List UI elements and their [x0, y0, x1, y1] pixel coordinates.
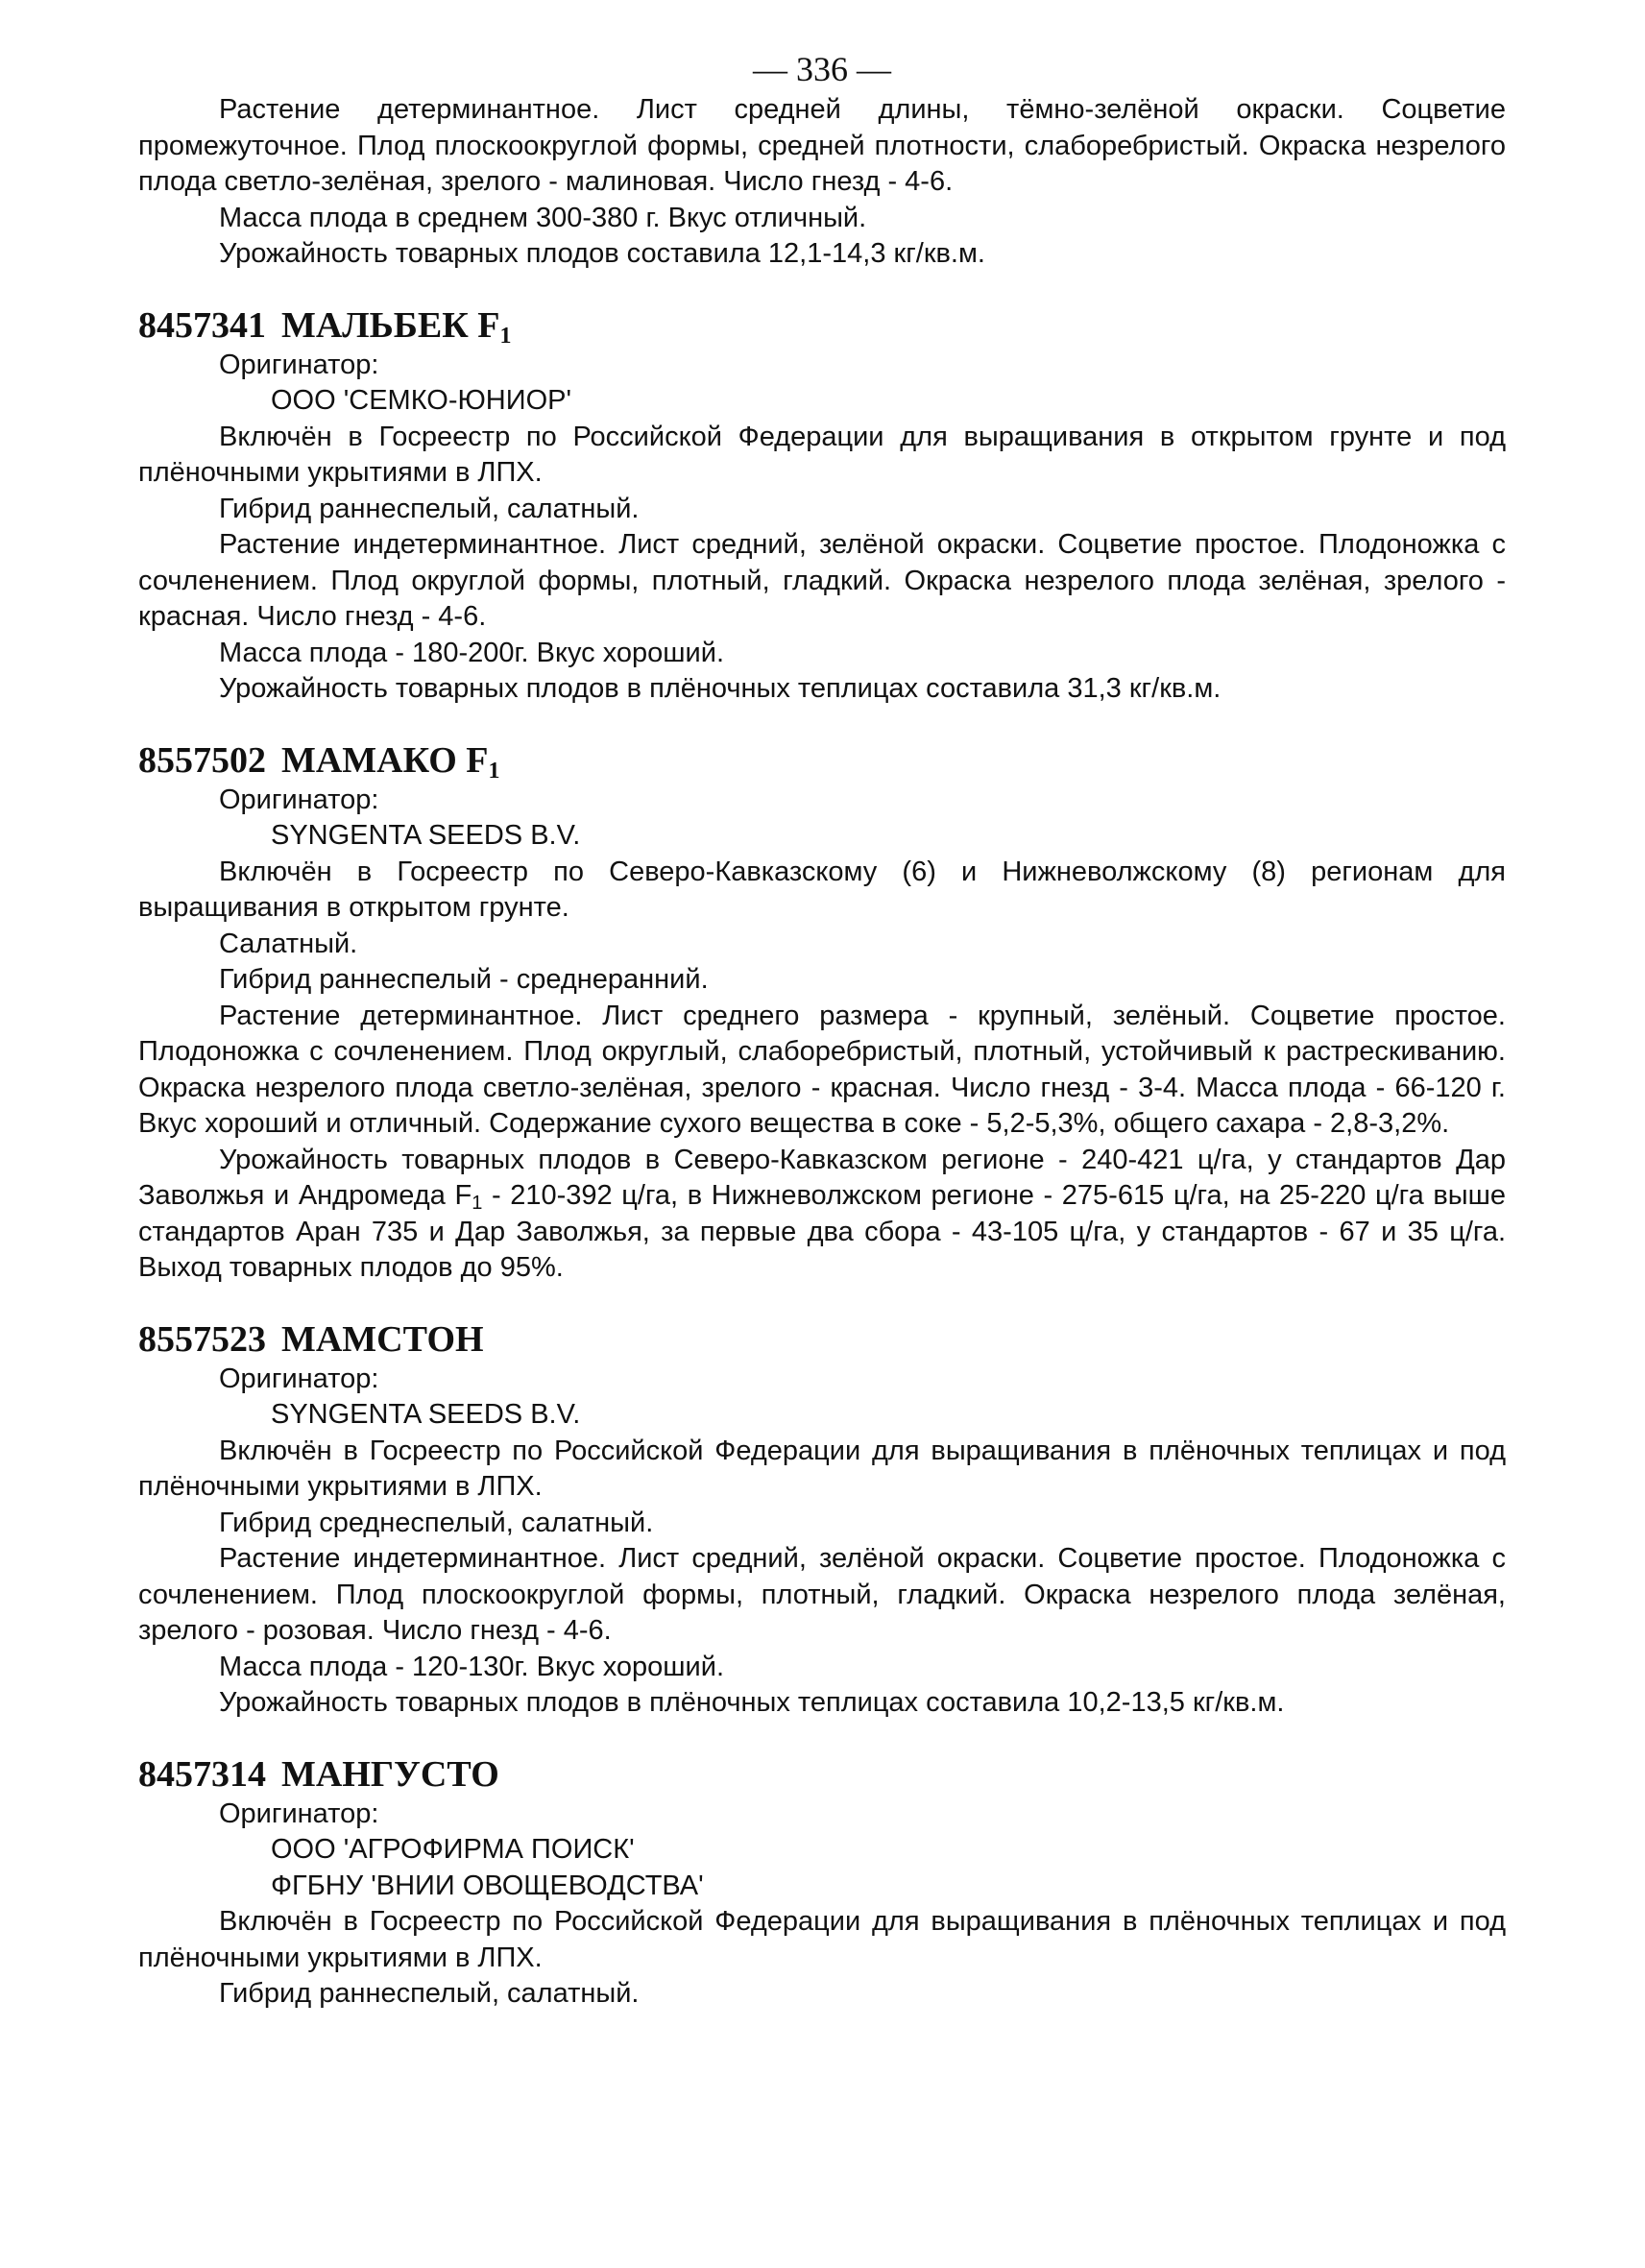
entry-malbek	[138, 303, 1506, 708]
entry-paragraph: Масса плода - 180-200г. Вкус хороший.	[219, 637, 725, 668]
entry-paragraph: Растение индетерминантное. Лист средний, зелёной окраски. Соцветие простое. Плодоножка с сочленением. Плод округлой формы, плотный, гладкий. Окраска незрелого плода зелёная, зрелого - красная. Число гнезд - 4-6.	[138, 529, 1506, 632]
entry-heading	[138, 1752, 1506, 1797]
originator-name: SYNGENTA SEEDS B.V.	[271, 820, 581, 851]
yield-text-before: Урожайность товарных плодов в Северо-Кавказском регионе - 240-421 ц/га, у стандартов Дар Заволжья и Андромеда F	[138, 1144, 1506, 1211]
entry-paragraph: Растение индетерминантное. Лист средний, зелёной окраски. Соцветие простое. Плодоножка с сочленением. Плод плоскоокруглой формы, плотный, гладкий. Окраска незрелого плода зелёная, зрелого - розовая. Число гнезд - 4-6.	[138, 1543, 1506, 1646]
entry-mamako	[138, 738, 1506, 1287]
intro-paragraph: Масса плода в среднем 300-380 г. Вкус отличный.	[219, 202, 867, 233]
entry-name: МАЛЬБЕК F	[281, 304, 500, 346]
entry-paragraph: Включён в Госреестр по Российской Федерации для выращивания в плёночных теплицах и под плёночными укрытиями в ЛПХ.	[138, 1906, 1506, 1973]
originator-label: Оригинатор:	[219, 349, 379, 380]
entry-heading	[138, 738, 1506, 783]
yield-text-after: - 210-392 ц/га, в Нижневолжском регионе - 275-615 ц/га, на 25-220 ц/га выше стандартов Аран 735 и Дар Заволжья, за первые два сбора - 43-105 ц/га, у стандартов - 67 и 35 ц/га. Выход товарных плодов до 95%.	[138, 1180, 1506, 1283]
entry-name-subscript: 1	[488, 758, 500, 784]
originator-label: Оригинатор:	[219, 784, 379, 815]
page-number: — 336 —	[753, 50, 891, 88]
entry-paragraph: Гибрид раннеспелый - среднеранний.	[219, 964, 709, 995]
entry-heading	[138, 1317, 1506, 1362]
entry-heading	[138, 303, 1506, 348]
entry-paragraph: Гибрид раннеспелый, салатный.	[219, 1978, 640, 2009]
entry-paragraph: Включён в Госреестр по Северо-Кавказскому (6) и Нижневолжскому (8) регионам для выращивания в открытом грунте.	[138, 856, 1506, 923]
entry-paragraph: Гибрид раннеспелый, салатный.	[219, 493, 640, 524]
entry-name-subscript: 1	[499, 323, 512, 349]
entry-paragraph: Гибрид среднеспелый, салатный.	[219, 1507, 654, 1538]
entry-yield-paragraph	[138, 1143, 1506, 1287]
originator-label: Оригинатор:	[219, 1798, 379, 1829]
entry-name: МАМАКО F	[281, 739, 489, 781]
entry-paragraph: Включён в Госреестр по Российской Федерации для выращивания в плёночных теплицах и под плёночными укрытиями в ЛПХ.	[138, 1435, 1506, 1502]
entry-code: 8557523	[138, 1318, 266, 1360]
yield-text-subscript: 1	[472, 1193, 483, 1214]
document-page	[138, 46, 1506, 2013]
entry-code: 8557502	[138, 739, 266, 781]
entry-paragraph: Урожайность товарных плодов в плёночных теплицах составила 10,2-13,5 кг/кв.м.	[219, 1687, 1285, 1718]
entry-paragraph: Включён в Госреестр по Российской Федерации для выращивания в открытом грунте и под плёночными укрытиями в ЛПХ.	[138, 421, 1506, 488]
entry-name: МАМСТОН	[281, 1318, 484, 1360]
intro-block	[138, 92, 1506, 273]
entry-mamston	[138, 1317, 1506, 1722]
entry-paragraph: Урожайность товарных плодов в плёночных теплицах составила 31,3 кг/кв.м.	[219, 673, 1222, 704]
intro-paragraph: Растение детерминантное. Лист средней длины, тёмно-зелёной окраски. Соцветие промежуточное. Плод плоскоокруглой формы, средней плотности, слаборебристый. Окраска незрелого плода светло-зелёная, зрелого - малиновая. Число гнезд - 4-6.	[138, 94, 1506, 197]
entry-paragraph: Растение детерминантное. Лист среднего размера - крупный, зелёный. Соцветие простое. Плодоножка с сочленением. Плод округлый, слаборебристый, плотный, устойчивый к растрескиванию. Окраска незрелого плода светло-зелёная, зрелого - красная. Число гнезд - 3-4. Масса плода - 66-120 г. Вкус хороший и отличный. Содержание сухого вещества в соке - 5,2-5,3%, общего сахара - 2,8-3,2%.	[138, 1000, 1506, 1139]
entry-code: 8457314	[138, 1753, 266, 1795]
originator-name: ООО 'АГРОФИРМА ПОИСК'	[271, 1834, 635, 1865]
originator-name: ФГБНУ 'ВНИИ ОВОЩЕВОДСТВА'	[271, 1870, 704, 1901]
originator-label: Оригинатор:	[219, 1363, 379, 1394]
originator-name: ООО 'СЕМКО-ЮНИОР'	[271, 385, 572, 416]
entry-paragraph: Салатный.	[219, 928, 358, 959]
entry-paragraph: Масса плода - 120-130г. Вкус хороший.	[219, 1651, 725, 1682]
originator-name: SYNGENTA SEEDS B.V.	[271, 1399, 581, 1430]
entry-code: 8457341	[138, 304, 266, 346]
intro-paragraph: Урожайность товарных плодов составила 12,1-14,3 кг/кв.м.	[219, 238, 985, 269]
entry-mangusto	[138, 1752, 1506, 2013]
entry-name: МАНГУСТО	[281, 1753, 499, 1795]
